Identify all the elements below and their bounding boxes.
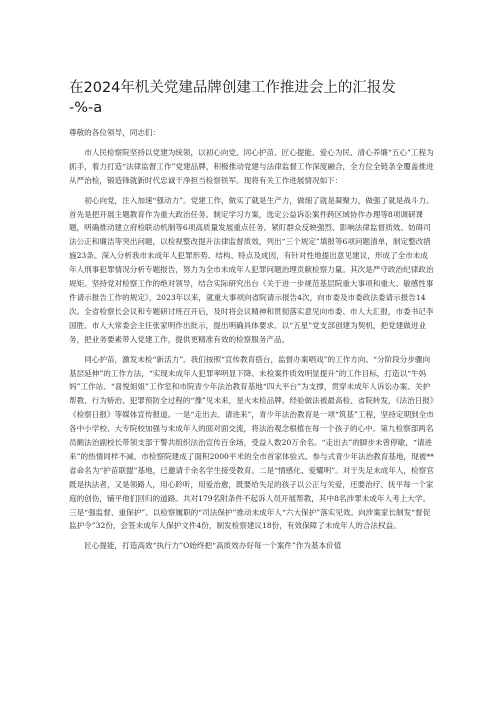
title-main: 在2024年机关党建品牌创建工作推进会上的汇报发 <box>69 80 396 96</box>
paragraph-intro: 市人民检察院坚持以党建为统领，以初心向党、同心护苗、匠心提能、爱心为民、清心养廉“五心”工程为抓手，着力打造“法律监督工作”党建品牌，积极推动党建与法律监督工作深度融合，全方位全链条全覆盖推进从严治检，锻造锋就新时代忠诚干净担当检察铁军。现将有关工作进展情况如下： <box>69 147 434 185</box>
title-suffix: -%-a <box>69 100 103 116</box>
paragraph-initial-heart: 初心向党，注入加速“强动力”。党建工作，做实了就是生产力，做细了就是凝聚力，做强了就是战斗力。首先是把开展主题教育作为重大政治任务。制定学习方案，选定公益诉讼案件跨区域协作办理等8项调研课题，明确推动建立府检联动机制等6项高质量发展重点任务。紧盯群众反映强烈、影响法律监督质效、妨碍司法公正和廉洁等突出问题，以检视整改提升法律监督质效，列出“三个规定”填报等6项问题清单，制定整改措施23条。深入分析我市未成年人犯罪形势、结构、特点及成因，有针对性地提出意见建议，形成了全市未成年人刑事犯罪情况分析专题报告，努力为全市未成年人犯罪问题治理贡献检察力量。其次是严守政治纪律政治规矩。坚持党对检察工作的绝对领导，结合实际研究出台《关于进一步规范基层院重大事项和重大、敏感性事件请示报告工作的规定》，2023年以来，就重大事项向省院请示报告4次，向市委及市委政法委请示报告14次。全省检察长会议和专题研讨班召开后，及时将会议精神和贯彻落实意见向市委、市人大汇报，市委书记李国胜、市人大常委会主任张家明作出批示，提出明确具体要求。以“五星”党支部创建为契机，把党建做进业务，把业务要素带入党建工作，提供更精准有效的检察服务产品。 <box>69 195 434 344</box>
salutation: 尊敬的各位领导，同志们： <box>69 128 161 137</box>
document-title <box>69 78 439 118</box>
document-body <box>69 126 435 553</box>
paragraph-protect-youth: 同心护苗，激发未检“新活力”。我们按照“宣传教育搭台，监督办案唱戏”的工作方向、“分阶段分步骤向基层延伸”的工作方法，“实现未成年人犯罪率明显下降、未检案件质效明显提升”的工作目标，打造以“牛妈妈”工作站、“喜悦姐姐”工作室和市院青少年法治教育基地“四大平台”为支撑，贯穿未成年人诉讼办案、关护帮教、行为矫治、犯罪预防全过程的“豫”见未来，星火未检品牌。经验做法被最高检、省院转发，《法治日报》《检察日报》等媒体宣传报道。一是“走出去、请进来”，青少年法治教育是一项“筑基”工程，坚持定期到全市各中小学校、大专院校加强与未成年人的面对面交流，将法治观念根植在每一个孩子的心中。第九检察部两名员额法治副校长带领支部干警共组织法治宣传百余场，受益人数20万余名。“走出去”的脚步未曾停歇，“请进来”的热情同样不减。市检察院建成了面积2000平米的全市首家体验式、参与式青少年法治教育基地，现被**省命名为“护苗联盟”基地，已邀请千余名学生接受教育。二是“情感化、爱耀明”。对于失足未成年人，检察官既是执法者，又是领路人，用心聆听，用爱治愈，既要给失足的孩子以公正与关爱，还要治疗、抚平每一个家庭的创伤，铺平他们回归的道路。共对179名附条件不起诉人员开展帮教，其中8名涉罪未成年人考上大学。三是“强监督、重保护”。以检察履职的“司法保护”推动未成年人“六大保护”落实见效。向涉案家长制发“督促监护令”32份，会签未成年人保护文件4份，制发检察建议18份，有效保障了未成年人的合法权益。 <box>69 354 434 531</box>
paragraph-craftsmanship: 匠心提能，打造高效“执行力”O始终把“高质效办好每一个案件”作为基本价值 <box>84 541 342 551</box>
